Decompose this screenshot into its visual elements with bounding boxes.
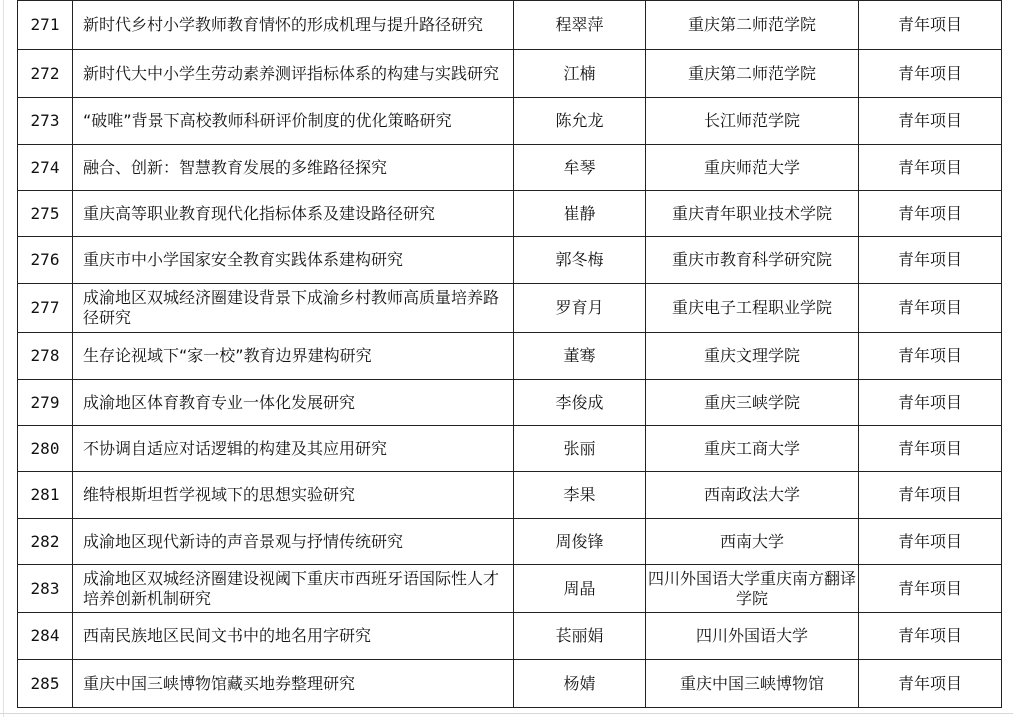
table-row	[18, 237, 1002, 284]
project-title: 生存论视域下“家一校”教育边界建构研究	[73, 333, 514, 380]
row-number: 272	[18, 50, 73, 98]
project-category: 青年项目	[859, 426, 1002, 472]
project-category: 青年项目	[859, 660, 1002, 708]
project-table	[17, 0, 1002, 708]
project-title: 新时代大中小学生劳动素养测评指标体系的构建与实践研究	[73, 50, 514, 98]
project-leader: 周晶	[514, 565, 646, 613]
project-leader: 江楠	[514, 50, 646, 98]
table-row	[18, 565, 1002, 613]
project-leader: 程翠萍	[514, 1, 646, 50]
table-row	[18, 333, 1002, 380]
table-row	[18, 660, 1002, 708]
project-title: 不协调自适应对话逻辑的构建及其应用研究	[73, 426, 514, 472]
project-leader: 董骞	[514, 333, 646, 380]
sheet-gridline	[3, 0, 4, 717]
project-organization: 西南政法大学	[646, 472, 859, 519]
row-number: 273	[18, 98, 73, 145]
project-title: 维特根斯坦哲学视域下的思想实验研究	[73, 472, 514, 519]
project-organization: 重庆青年职业技术学院	[646, 191, 859, 237]
row-number: 283	[18, 565, 73, 613]
row-number: 281	[18, 472, 73, 519]
project-title: 重庆中国三峡博物馆藏买地券整理研究	[73, 660, 514, 708]
row-number: 278	[18, 333, 73, 380]
project-category: 青年项目	[859, 145, 1002, 191]
row-number: 277	[18, 284, 73, 333]
table-row	[18, 284, 1002, 333]
project-leader: 杨婧	[514, 660, 646, 708]
project-organization: 四川外国语大学重庆南方翻译学院	[646, 565, 859, 613]
project-title: “破唯”背景下高校教师科研评价制度的优化策略研究	[73, 98, 514, 145]
project-title: 重庆市中小学国家安全教育实践体系建构研究	[73, 237, 514, 284]
project-title: 成渝地区双城经济圈建设视阈下重庆市西班牙语国际性人才培养创新机制研究	[73, 565, 514, 613]
project-title: 新时代乡村小学教师教育情怀的形成机理与提升路径研究	[73, 1, 514, 50]
project-category: 青年项目	[859, 284, 1002, 333]
project-leader: 崔静	[514, 191, 646, 237]
project-category: 青年项目	[859, 1, 1002, 50]
table-row	[18, 50, 1002, 98]
project-category: 青年项目	[859, 380, 1002, 426]
table-row	[18, 191, 1002, 237]
project-title: 西南民族地区民间文书中的地名用字研究	[73, 613, 514, 660]
table-row	[18, 98, 1002, 145]
table-row	[18, 426, 1002, 472]
row-number: 282	[18, 519, 73, 565]
project-title: 重庆高等职业教育现代化指标体系及建设路径研究	[73, 191, 514, 237]
project-title: 成渝地区双城经济圈建设背景下成渝乡村教师高质量培养路径研究	[73, 284, 514, 333]
table-row	[18, 145, 1002, 191]
project-category: 青年项目	[859, 98, 1002, 145]
table-row	[18, 472, 1002, 519]
project-leader: 陈允龙	[514, 98, 646, 145]
row-number: 274	[18, 145, 73, 191]
project-organization: 重庆第二师范学院	[646, 50, 859, 98]
project-title: 融合、创新：智慧教育发展的多维路径探究	[73, 145, 514, 191]
project-organization: 重庆市教育科学研究院	[646, 237, 859, 284]
row-number: 285	[18, 660, 73, 708]
project-category: 青年项目	[859, 613, 1002, 660]
table-row	[18, 613, 1002, 660]
table-row	[18, 1, 1002, 50]
row-number: 279	[18, 380, 73, 426]
project-list-sheet	[17, 0, 997, 713]
table-row	[18, 380, 1002, 426]
project-leader: 牟琴	[514, 145, 646, 191]
project-organization: 重庆师范大学	[646, 145, 859, 191]
project-organization: 长江师范学院	[646, 98, 859, 145]
project-leader: 李俊成	[514, 380, 646, 426]
project-leader: 周俊锋	[514, 519, 646, 565]
row-number: 275	[18, 191, 73, 237]
project-leader: 罗育月	[514, 284, 646, 333]
project-title: 成渝地区现代新诗的声音景观与抒情传统研究	[73, 519, 514, 565]
project-organization: 重庆第二师范学院	[646, 1, 859, 50]
project-category: 青年项目	[859, 472, 1002, 519]
project-organization: 西南大学	[646, 519, 859, 565]
project-leader: 李果	[514, 472, 646, 519]
project-category: 青年项目	[859, 519, 1002, 565]
project-leader: 苌丽娟	[514, 613, 646, 660]
table-row	[18, 519, 1002, 565]
sheet-gridline	[0, 713, 1013, 714]
row-number: 271	[18, 1, 73, 50]
project-category: 青年项目	[859, 237, 1002, 284]
project-organization: 四川外国语大学	[646, 613, 859, 660]
project-organization: 重庆工商大学	[646, 426, 859, 472]
project-leader: 张丽	[514, 426, 646, 472]
project-category: 青年项目	[859, 565, 1002, 613]
row-number: 284	[18, 613, 73, 660]
project-category: 青年项目	[859, 50, 1002, 98]
project-title: 成渝地区体育教育专业一体化发展研究	[73, 380, 514, 426]
project-category: 青年项目	[859, 333, 1002, 380]
project-organization: 重庆三峡学院	[646, 380, 859, 426]
project-organization: 重庆中国三峡博物馆	[646, 660, 859, 708]
project-organization: 重庆文理学院	[646, 333, 859, 380]
project-category: 青年项目	[859, 191, 1002, 237]
row-number: 276	[18, 237, 73, 284]
project-leader: 郭冬梅	[514, 237, 646, 284]
row-number: 280	[18, 426, 73, 472]
project-organization: 重庆电子工程职业学院	[646, 284, 859, 333]
